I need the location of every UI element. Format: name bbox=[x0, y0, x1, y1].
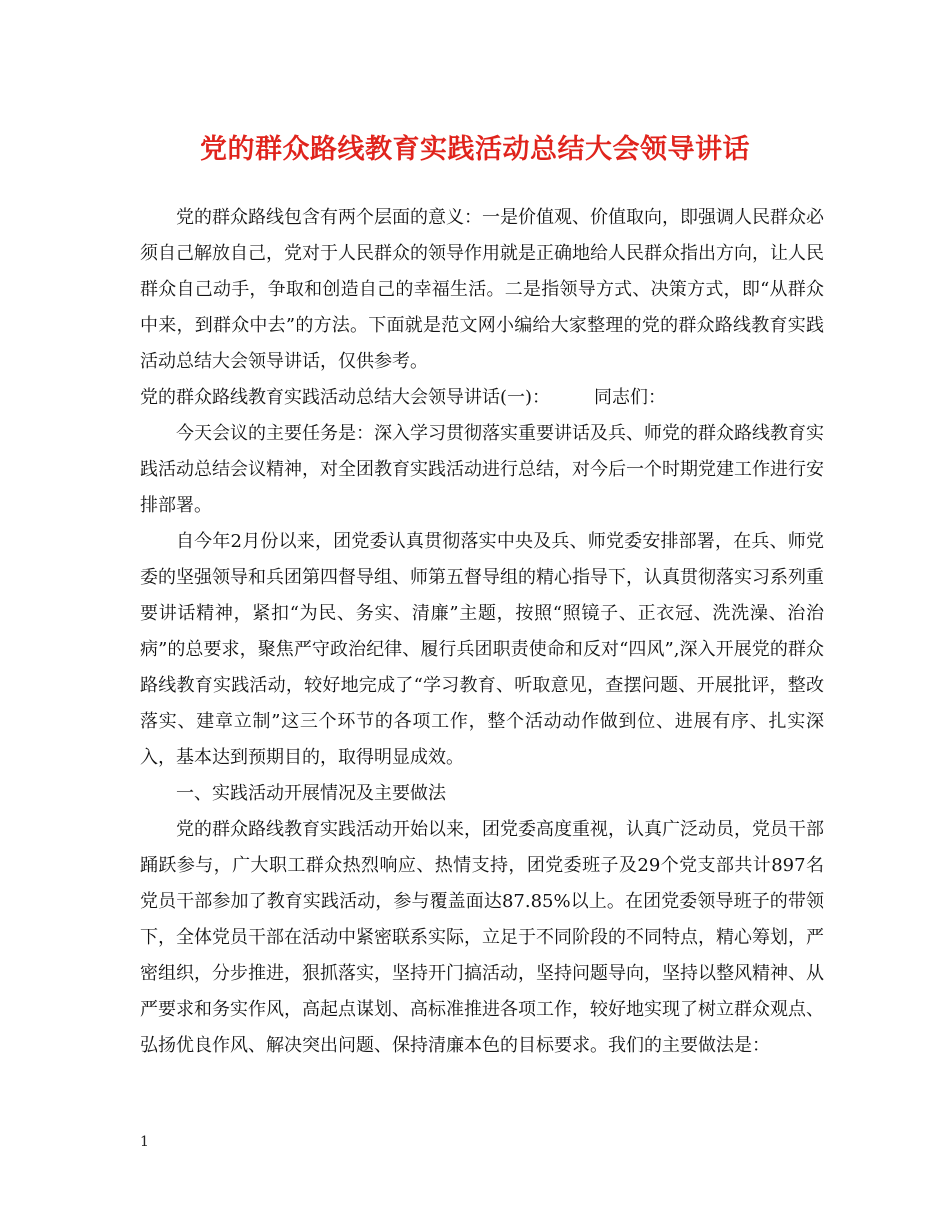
section-heading-one: 一、实践活动开展情况及主要做法 bbox=[176, 783, 446, 804]
body-paragraph-since-february: 自今年2月份以来，团党委认真贯彻落实中央及兵、师党委安排部署，在兵、师党委的坚强领导和兵团第四督导组、师第五督导组的精心指导下，认真贯彻落实习系列重要讲话精神，紧扣“为民、务实、清廉”主题，按照“照镜子、正衣冠、洗洗澡、治治病”的总要求，聚焦严守政治纪律、履行兵团职责使命和反对“四风”,深入开展党的群众路线教育实践活动，较好地完成了“学习教育、听取意见，查摆问题、开展批评，整改落实、建章立制”这三个环节的各项工作，整个活动动作做到位、进展有序、扎实深入，基本达到预期目的，取得明显成效。 bbox=[140, 531, 824, 768]
speech-heading-line bbox=[140, 380, 824, 416]
intro-paragraph: 党的群众路线包含有两个层面的意义：一是价值观、价值取向，即强调人民群众必须自己解放自己，党对于人民群众的领导作用就是正确地给人民群众指出方向，让人民群众自己动手，争取和创造自己的幸福生活。二是指领导方式、决策方式，即“从群众中来，到群众中去”的方法。下面就是范文网小编给大家整理的党的群众路线教育实践活动总结大会领导讲话，仅供参考。 bbox=[140, 207, 824, 372]
body-paragraph-activity-overview: 党的群众路线教育实践活动开始以来，团党委高度重视，认真广泛动员，党员干部踊跃参与，广大职工群众热烈响应、热情支持，团党委班子及29个党支部共计897名党员干部参加了教育实践活动，参与覆盖面达87.85%以上。在团党委领导班子的带领下，全体党员干部在活动中紧密联系实际，立足于不同阶段的不同特点，精心筹划，严密组织，分步推进，狠抓落实，坚持开门搞活动，坚持问题导向，坚持以整风精神、从严要求和务实作风，高起点谋划、高标准推进各项工作，较好地实现了树立群众观点、弘扬优良作风、解决突出问题、保持清廉本色的目标要求。我们的主要做法是： bbox=[140, 819, 824, 1056]
speech-heading: 党的群众路线教育实践活动总结大会领导讲话(一)： bbox=[140, 387, 551, 408]
document-body bbox=[140, 200, 824, 1064]
body-paragraph-meeting-task: 今天会议的主要任务是：深入学习贯彻落实重要讲话及兵、师党的群众路线教育实践活动总结会议精神，对全团教育实践活动进行总结，对今后一个时期党建工作进行安排部署。 bbox=[140, 423, 824, 516]
document-title: 党的群众路线教育实践活动总结大会领导讲话 bbox=[200, 134, 750, 165]
page-number: 1 bbox=[140, 1134, 149, 1150]
speech-greeting: 同志们： bbox=[594, 387, 667, 408]
